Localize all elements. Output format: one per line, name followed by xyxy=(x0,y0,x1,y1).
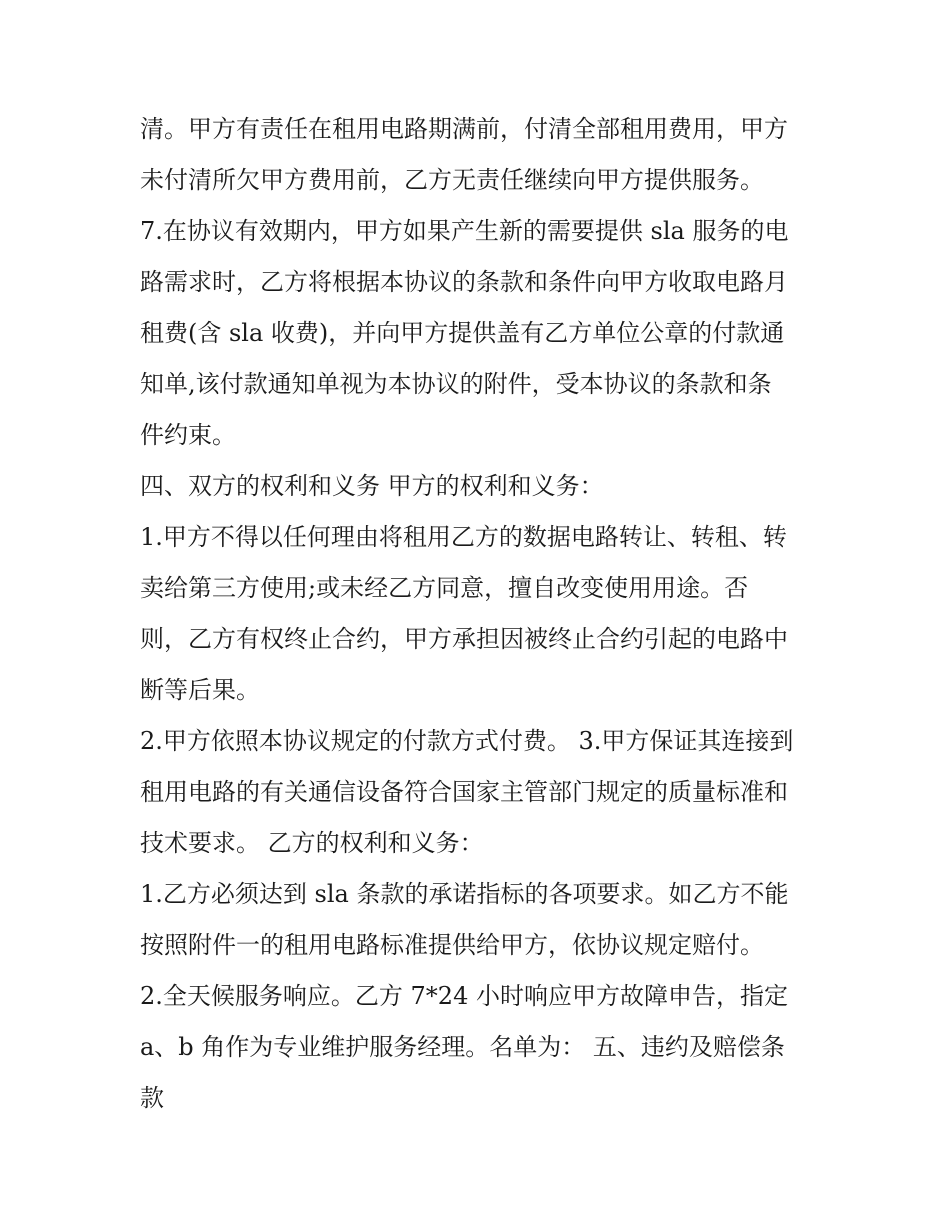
text-line: 清。甲方有责任在租用电路期满前，付清全部租用费用，甲方 xyxy=(140,115,788,143)
document-body xyxy=(140,104,820,1124)
text-line: 租费(含 sla 收费)，并向甲方提供盖有乙方单位公章的付款通 xyxy=(140,319,785,347)
text-line: 断等后果。 xyxy=(140,676,260,704)
text-line: 按照附件一的租用电路标准提供给甲方，依协议规定赔付。 xyxy=(140,931,764,959)
text-line: 款 xyxy=(140,1084,164,1112)
text-line: 7.在协议有效期内，甲方如果产生新的需要提供 sla 服务的电 xyxy=(140,217,789,245)
text-line: 知单,该付款通知单视为本协议的附件，受本协议的条款和条 xyxy=(140,370,772,398)
text-line: 技术要求。 乙方的权利和义务： xyxy=(140,829,484,857)
text-line: a、b 角作为专业维护服务经理。名单为： 五、违约及赔偿条 xyxy=(140,1033,785,1061)
text-line: 路需求时，乙方将根据本协议的条款和条件向甲方收取电路月 xyxy=(140,268,788,296)
text-line: 1.甲方不得以任何理由将租用乙方的数据电路转让、转租、转 xyxy=(140,523,787,551)
text-line: 1.乙方必须达到 sla 条款的承诺指标的各项要求。如乙方不能 xyxy=(140,880,789,908)
text-line: 2.甲方依照本协议规定的付款方式付费。 3.甲方保证其连接到 xyxy=(140,727,794,755)
text-line: 则，乙方有权终止合约，甲方承担因被终止合约引起的电路中 xyxy=(140,625,788,653)
text-line: 租用电路的有关通信设备符合国家主管部门规定的质量标准和 xyxy=(140,778,788,806)
section-heading: 四、双方的权利和义务 甲方的权利和义务： xyxy=(140,472,604,500)
text-line: 未付清所欠甲方费用前，乙方无责任继续向甲方提供服务。 xyxy=(140,166,764,194)
text-line: 2.全天候服务响应。乙方 7*24 小时响应甲方故障申告，指定 xyxy=(140,982,788,1010)
text-line: 卖给第三方使用;或未经乙方同意，擅自改变使用用途。否 xyxy=(140,574,749,602)
text-line: 件约束。 xyxy=(140,421,236,449)
